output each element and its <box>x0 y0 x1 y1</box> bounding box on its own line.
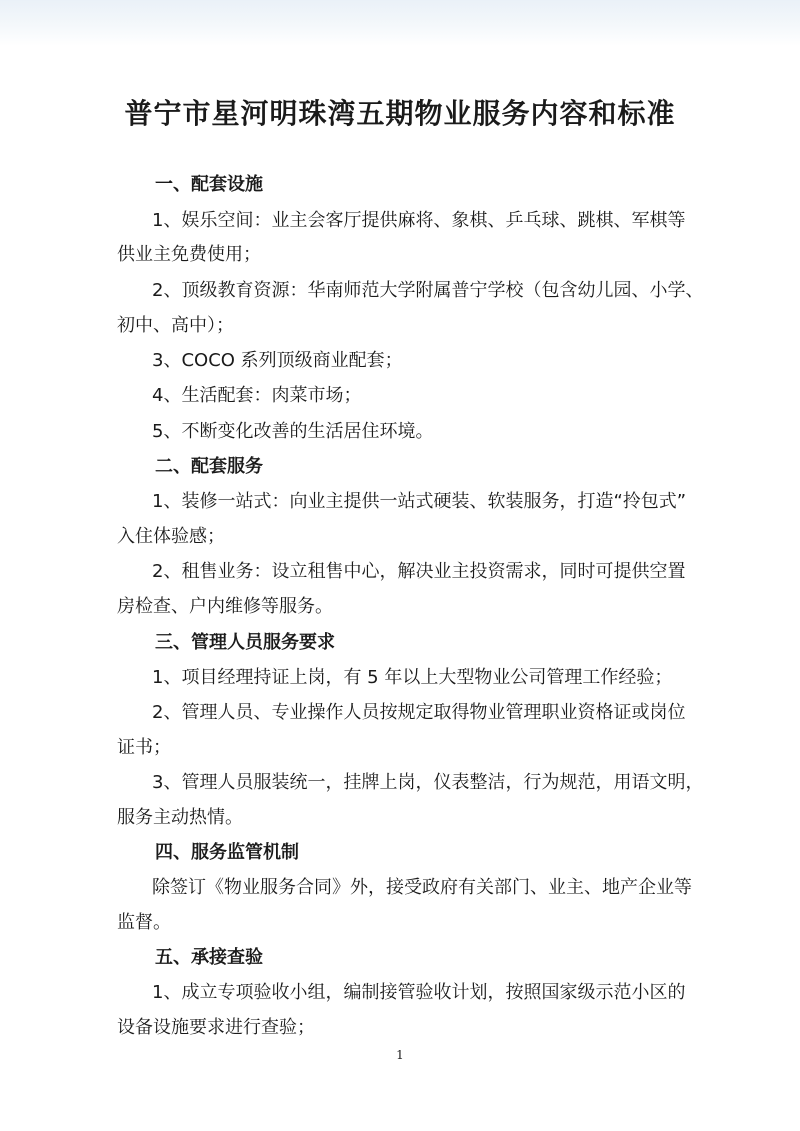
paragraph-line: 5、不断变化改善的生活居住环境。 <box>152 421 434 442</box>
paragraph-line: 监督。 <box>117 912 171 933</box>
paragraph-line: 除签订《物业服务合同》外，接受政府有关部门、业主、地产企业等 <box>152 877 692 898</box>
section-heading-services: 二、配套服务 <box>155 456 263 477</box>
paragraph-line: 初中、高中）； <box>117 315 234 336</box>
paragraph-line: 2、管理人员、专业操作人员按规定取得物业管理职业资格证或岗位 <box>152 702 686 723</box>
paragraph-line: 4、生活配套：肉菜市场； <box>152 385 362 406</box>
paragraph-line: 设备设施要求进行查验； <box>117 1017 315 1038</box>
paragraph-line: 1、装修一站式：向业主提供一站式硬装、软装服务，打造“拎包式” <box>152 491 687 512</box>
page-number: 1 <box>396 1048 404 1062</box>
paragraph-line: 证书； <box>117 737 171 758</box>
paragraph-line: 1、项目经理持证上岗，有 5 年以上大型物业公司管理工作经验； <box>152 667 673 688</box>
paragraph-line: 1、成立专项验收小组，编制接管验收计划，按照国家级示范小区的 <box>152 982 686 1003</box>
paragraph-line: 3、COCO 系列顶级商业配套； <box>152 350 403 371</box>
section-heading-inspection: 五、承接查验 <box>155 947 263 968</box>
paragraph-line: 2、顶级教育资源：华南师范大学附属普宁学校（包含幼儿园、小学、 <box>152 280 704 301</box>
section-heading-supervision: 四、服务监管机制 <box>155 842 299 863</box>
section-heading-staff-requirements: 三、管理人员服务要求 <box>155 632 335 653</box>
paragraph-line: 入住体验感； <box>117 526 225 547</box>
paragraph-line: 供业主免费使用； <box>117 244 261 265</box>
paragraph-line: 3、管理人员服装统一，挂牌上岗，仪表整洁，行为规范，用语文明， <box>152 772 704 793</box>
paragraph-line: 房检查、户内维修等服务。 <box>117 596 333 617</box>
section-heading-facilities: 一、配套设施 <box>155 174 263 195</box>
paragraph-line: 2、租售业务：设立租售中心，解决业主投资需求，同时可提供空置 <box>152 561 686 582</box>
document-title: 普宁市星河明珠湾五期物业服务内容和标准 <box>124 97 676 130</box>
paragraph-line: 服务主动热情。 <box>117 807 243 828</box>
paragraph-line: 1、娱乐空间：业主会客厅提供麻将、象棋、乒乓球、跳棋、军棋等 <box>152 210 686 231</box>
